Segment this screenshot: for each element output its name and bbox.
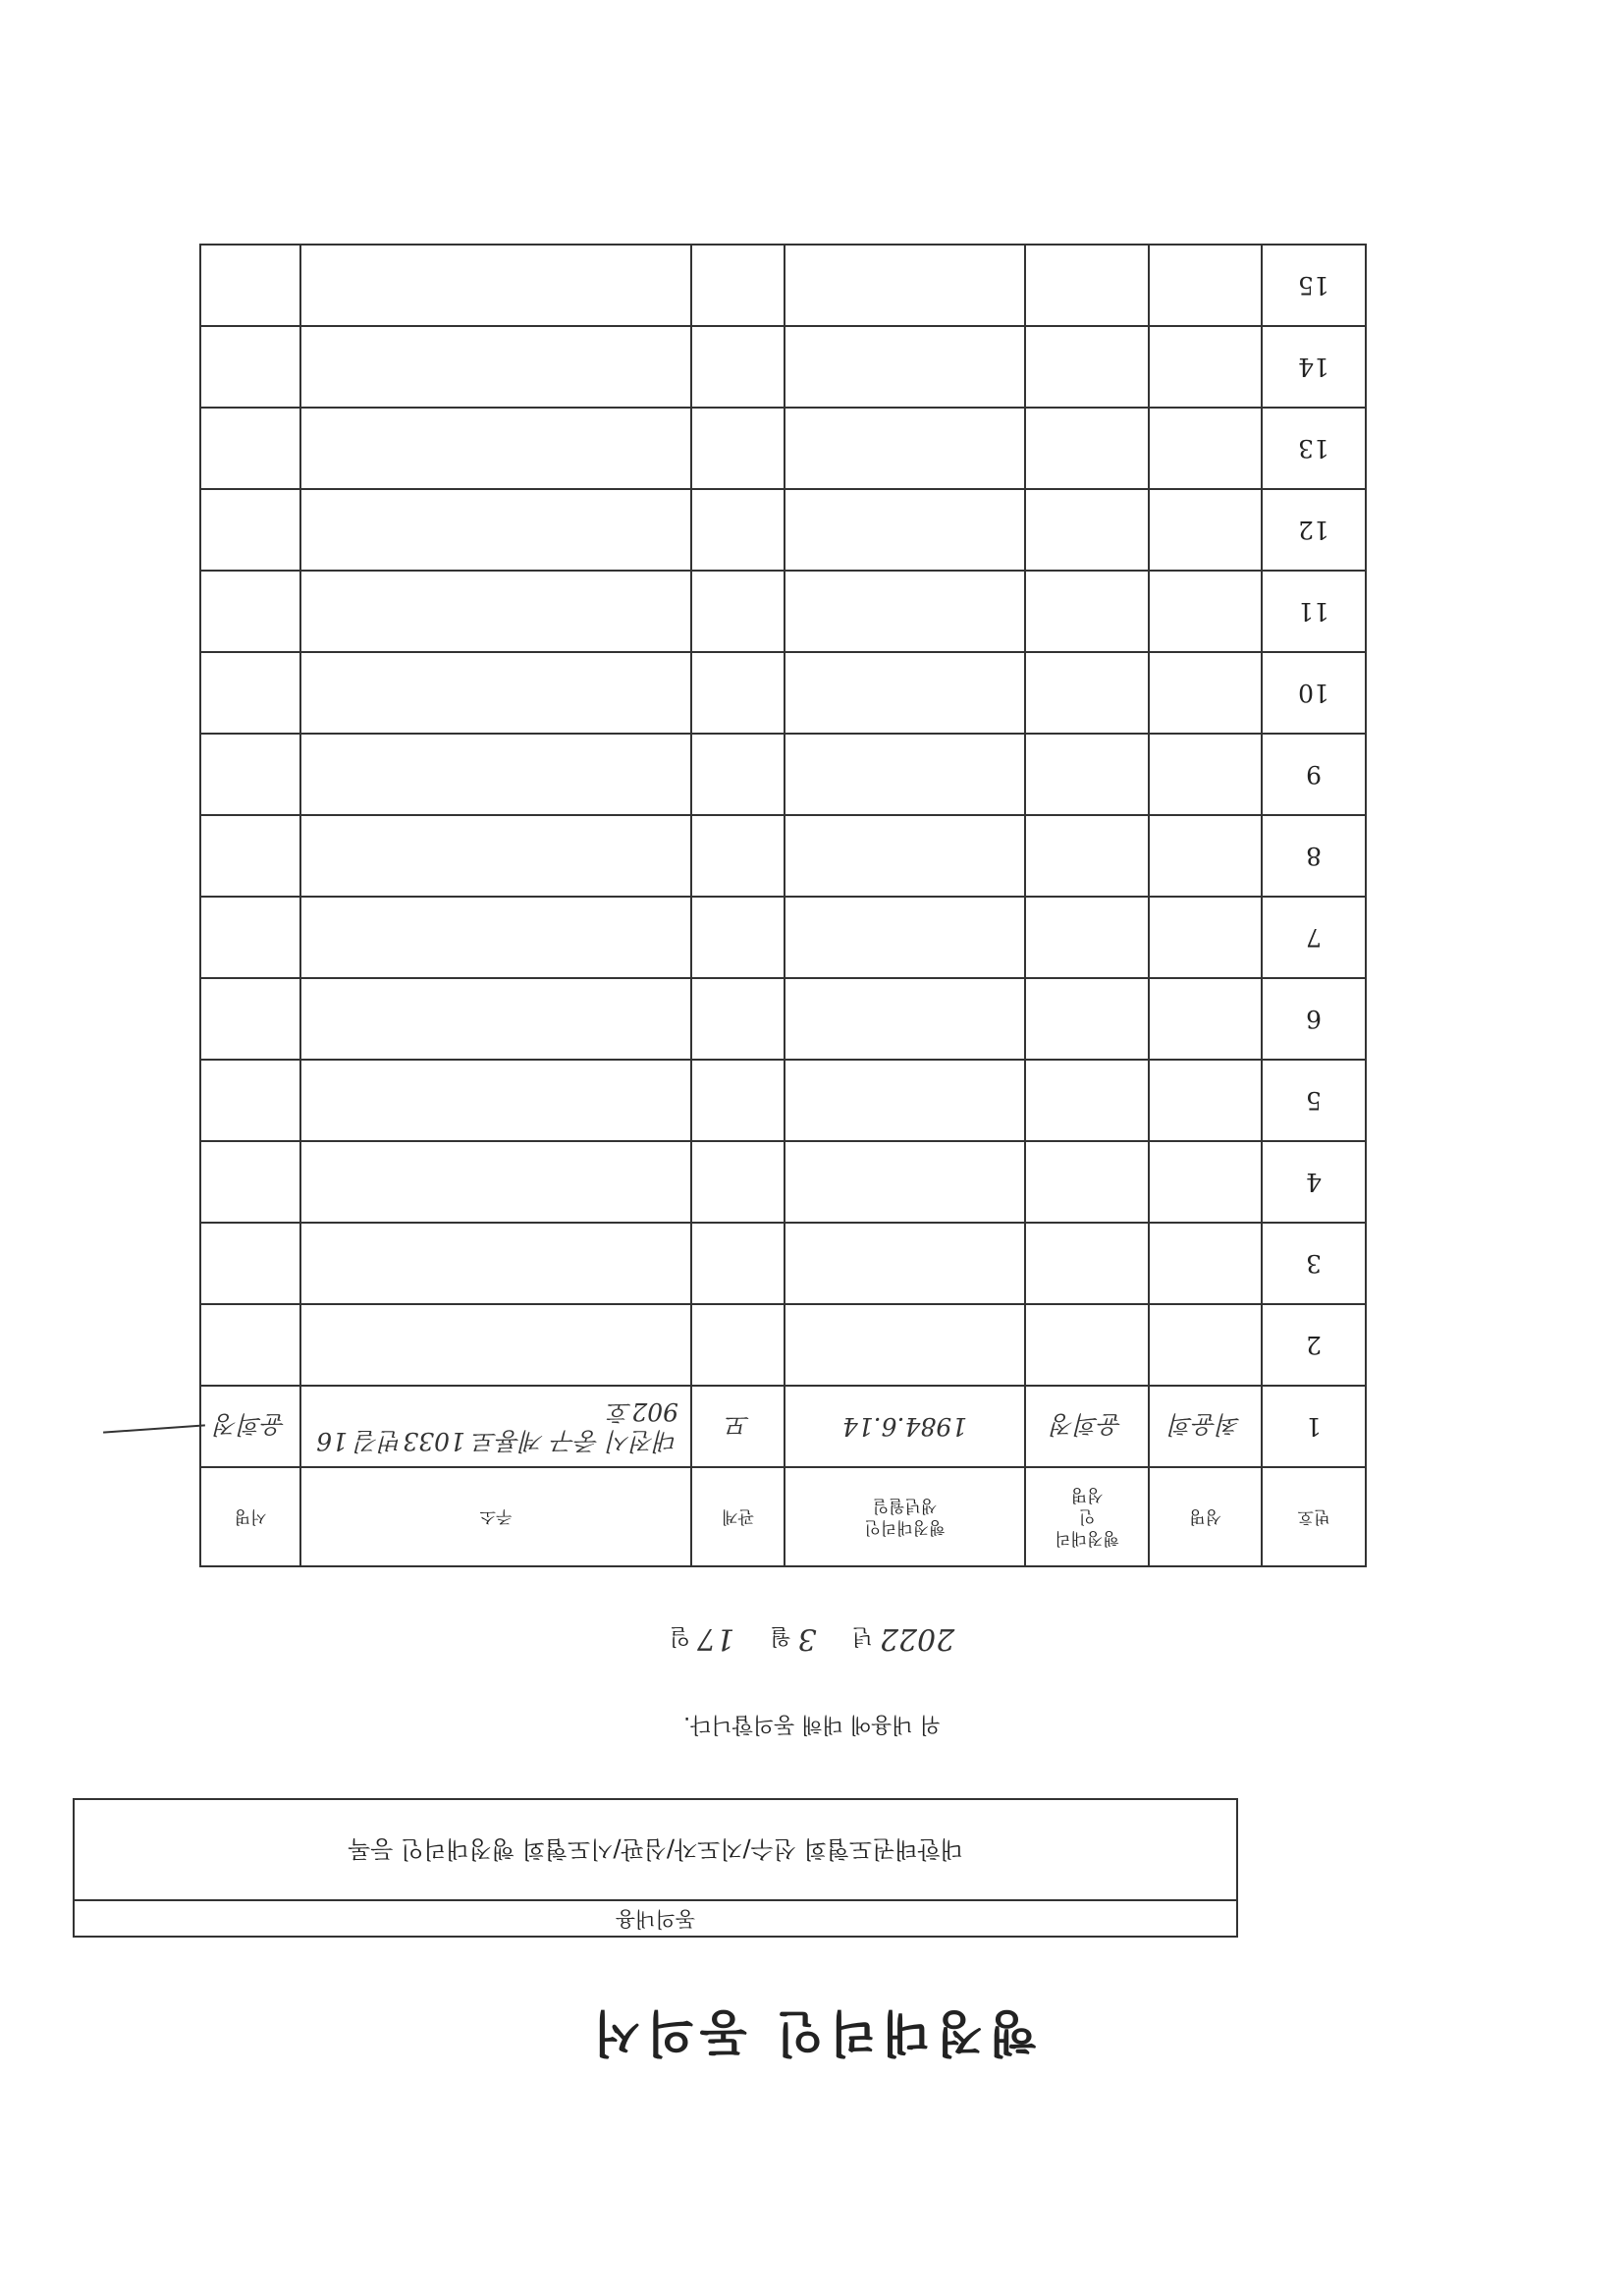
row-address <box>300 1223 691 1304</box>
date-month-unit: 월 <box>770 1623 791 1648</box>
row-agent-name <box>1025 1304 1149 1386</box>
row-agent-name <box>1025 652 1149 734</box>
row-number: 9 <box>1262 734 1366 815</box>
row-relation <box>691 245 785 326</box>
row-signature <box>200 1304 300 1386</box>
row-address <box>300 1141 691 1223</box>
header-number: 번호 <box>1262 1467 1366 1566</box>
row-relation <box>691 1304 785 1386</box>
row-number: 7 <box>1262 897 1366 978</box>
header-agent-name-line: 행정대리 <box>1055 1528 1119 1549</box>
header-name: 성명 <box>1149 1467 1262 1566</box>
row-relation <box>691 408 785 489</box>
row-agent-birth <box>785 1223 1025 1304</box>
table-row <box>200 1386 1366 1467</box>
row-relation <box>691 1223 785 1304</box>
row-name <box>1149 1060 1262 1141</box>
row-name <box>1149 1304 1262 1386</box>
consent-box-body: 대한태권도협회 선수/지도자/심판/시도협회 행정대리인 등록 <box>348 1835 963 1863</box>
table-row <box>200 245 1366 326</box>
agent-roster-table <box>199 244 1367 1567</box>
row-address <box>300 489 691 571</box>
date-year-unit: 년 <box>851 1623 873 1648</box>
row-agent-birth <box>785 326 1025 408</box>
row-name <box>1149 978 1262 1060</box>
row-number: 5 <box>1262 1060 1366 1141</box>
row-address <box>300 245 691 326</box>
table-row <box>200 1060 1366 1141</box>
row-number: 1 <box>1262 1386 1366 1467</box>
row-agent-name <box>1025 897 1149 978</box>
row-signature <box>200 571 300 652</box>
signature-stroke <box>103 1425 205 1434</box>
row-number: 14 <box>1262 326 1366 408</box>
row-relation <box>691 897 785 978</box>
row-agent-name <box>1025 734 1149 815</box>
row-address <box>300 1060 691 1141</box>
header-agent-name-line: 성명 <box>1070 1485 1104 1505</box>
table-header-row <box>200 1467 1366 1566</box>
row-number: 8 <box>1262 815 1366 897</box>
row-agent-name <box>1025 326 1149 408</box>
header-agent-birth-line: 행정대리인 <box>864 1517 946 1538</box>
row-name <box>1149 489 1262 571</box>
row-address-line2: 902호 <box>608 1397 678 1427</box>
row-relation <box>691 571 785 652</box>
row-signature <box>200 815 300 897</box>
row-agent-birth <box>785 734 1025 815</box>
row-signature <box>200 652 300 734</box>
row-agent-name <box>1025 408 1149 489</box>
header-agent-name-line: 인 <box>1078 1506 1096 1527</box>
row-number: 3 <box>1262 1223 1366 1304</box>
row-number: 12 <box>1262 489 1366 571</box>
row-agent-birth <box>785 1304 1025 1386</box>
consent-box-header: 동의내용 <box>75 1899 1236 1936</box>
row-relation: 모 <box>691 1386 785 1467</box>
row-address-line1: 대전시 중구 계룡로 1033번길 16 <box>316 1427 678 1456</box>
row-agent-birth <box>785 1060 1025 1141</box>
row-number: 6 <box>1262 978 1366 1060</box>
row-signature <box>200 978 300 1060</box>
row-agent-birth <box>785 245 1025 326</box>
row-number: 2 <box>1262 1304 1366 1386</box>
row-number: 15 <box>1262 245 1366 326</box>
row-name <box>1149 245 1262 326</box>
document-title: 행정대리인 동의서 <box>587 2004 1037 2061</box>
table-row <box>200 1223 1366 1304</box>
row-number: 10 <box>1262 652 1366 734</box>
row-address <box>300 1304 691 1386</box>
row-relation <box>691 489 785 571</box>
row-agent-birth: 1984.6.14 <box>785 1386 1025 1467</box>
row-signature <box>200 734 300 815</box>
row-agent-name <box>1025 815 1149 897</box>
date-day-unit: 일 <box>669 1623 691 1648</box>
table-row <box>200 652 1366 734</box>
row-number: 13 <box>1262 408 1366 489</box>
row-agent-name <box>1025 571 1149 652</box>
row-address <box>300 652 691 734</box>
header-relation: 관계 <box>691 1467 785 1566</box>
row-signature <box>200 326 300 408</box>
row-name <box>1149 326 1262 408</box>
table-row <box>200 897 1366 978</box>
row-address <box>300 571 691 652</box>
row-name <box>1149 571 1262 652</box>
consent-box <box>73 1798 1238 1938</box>
row-agent-birth <box>785 1141 1025 1223</box>
table-row <box>200 571 1366 652</box>
row-signature <box>200 408 300 489</box>
signature-text: 윤희정 <box>214 1410 287 1440</box>
table-row <box>200 408 1366 489</box>
row-address <box>300 1386 691 1467</box>
row-agent-name <box>1025 245 1149 326</box>
row-name <box>1149 734 1262 815</box>
row-address <box>300 326 691 408</box>
agreement-statement: 위 내용에 대해 동의합니다. <box>683 1712 941 1736</box>
header-signature: 서명 <box>200 1467 300 1566</box>
row-number: 4 <box>1262 1141 1366 1223</box>
row-name <box>1149 815 1262 897</box>
row-agent-birth <box>785 815 1025 897</box>
row-relation <box>691 734 785 815</box>
header-agent-birth <box>785 1467 1025 1566</box>
row-agent-birth <box>785 897 1025 978</box>
table-row <box>200 815 1366 897</box>
row-agent-name <box>1025 1060 1149 1141</box>
signature-mark <box>215 1409 286 1445</box>
table-row <box>200 489 1366 571</box>
row-address <box>300 408 691 489</box>
row-name <box>1149 897 1262 978</box>
row-agent-birth <box>785 489 1025 571</box>
row-name: 최윤희 <box>1149 1386 1262 1467</box>
row-relation <box>691 1060 785 1141</box>
row-signature <box>200 489 300 571</box>
row-signature <box>200 1141 300 1223</box>
row-signature <box>200 897 300 978</box>
row-agent-birth <box>785 571 1025 652</box>
row-name <box>1149 652 1262 734</box>
row-agent-name <box>1025 1223 1149 1304</box>
date-month: 3 <box>797 1621 817 1656</box>
row-signature <box>200 1060 300 1141</box>
row-relation <box>691 815 785 897</box>
signed-date <box>0 1621 1624 1656</box>
row-number: 11 <box>1262 571 1366 652</box>
row-agent-birth <box>785 652 1025 734</box>
header-address: 주소 <box>300 1467 691 1566</box>
row-relation <box>691 978 785 1060</box>
table-row <box>200 1304 1366 1386</box>
table-row <box>200 734 1366 815</box>
row-agent-name <box>1025 489 1149 571</box>
row-signature <box>200 1386 300 1467</box>
row-address <box>300 897 691 978</box>
row-name <box>1149 1141 1262 1223</box>
row-name <box>1149 408 1262 489</box>
row-relation <box>691 1141 785 1223</box>
date-day: 17 <box>697 1621 735 1656</box>
row-signature <box>200 245 300 326</box>
row-agent-name <box>1025 1141 1149 1223</box>
table-row <box>200 326 1366 408</box>
header-agent-birth-line: 생년월일 <box>872 1496 938 1516</box>
row-address <box>300 734 691 815</box>
row-agent-name <box>1025 978 1149 1060</box>
row-agent-birth <box>785 978 1025 1060</box>
row-address <box>300 815 691 897</box>
row-agent-name: 윤희정 <box>1025 1386 1149 1467</box>
row-relation <box>691 326 785 408</box>
date-year: 2022 <box>879 1621 955 1656</box>
row-relation <box>691 652 785 734</box>
row-agent-birth <box>785 408 1025 489</box>
row-signature <box>200 1223 300 1304</box>
row-address <box>300 978 691 1060</box>
table-row <box>200 1141 1366 1223</box>
table-row <box>200 978 1366 1060</box>
header-agent-name <box>1025 1467 1149 1566</box>
row-name <box>1149 1223 1262 1304</box>
